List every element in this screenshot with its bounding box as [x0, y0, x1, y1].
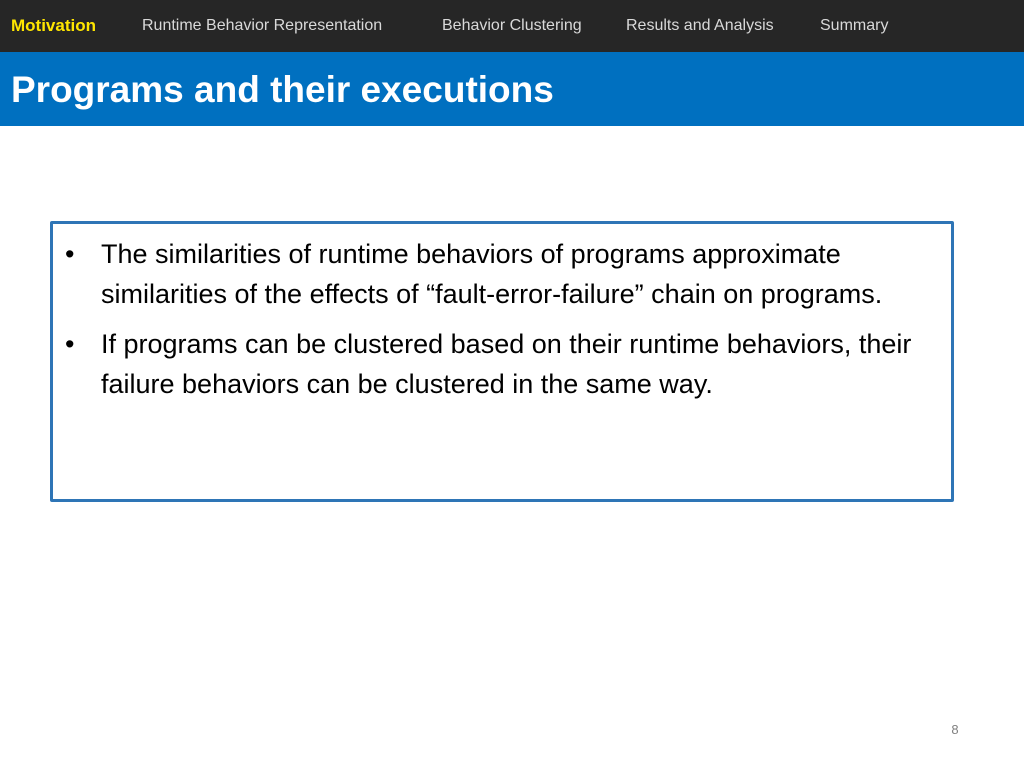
bullet-item	[53, 234, 951, 314]
bullet-icon: •	[65, 329, 75, 359]
bullet-icon: •	[65, 239, 75, 269]
nav-item-summary[interactable]: Summary	[820, 17, 889, 34]
bullet-text: The similarities of runtime behaviors of programs approximate similarities of the effects of “fault-error-failure” chain on programs.	[101, 239, 883, 309]
slide-title: Programs and their executions	[11, 69, 554, 110]
bullet-list	[53, 234, 951, 414]
bullet-text: If programs can be clustered based on their runtime behaviors, their failure behaviors can be clustered in the same way.	[101, 329, 912, 399]
bullet-item	[53, 324, 951, 404]
title-bar	[0, 52, 1024, 126]
nav-item-results-and-analysis[interactable]: Results and Analysis	[626, 17, 774, 34]
page-number: 8	[951, 722, 959, 737]
section-nav-bar	[0, 0, 1024, 52]
nav-item-behavior-clustering[interactable]: Behavior Clustering	[442, 17, 582, 34]
content-box	[50, 221, 954, 502]
nav-item-runtime-behavior-representation[interactable]: Runtime Behavior Representation	[142, 17, 383, 34]
nav-item-motivation[interactable]: Motivation	[11, 16, 96, 35]
